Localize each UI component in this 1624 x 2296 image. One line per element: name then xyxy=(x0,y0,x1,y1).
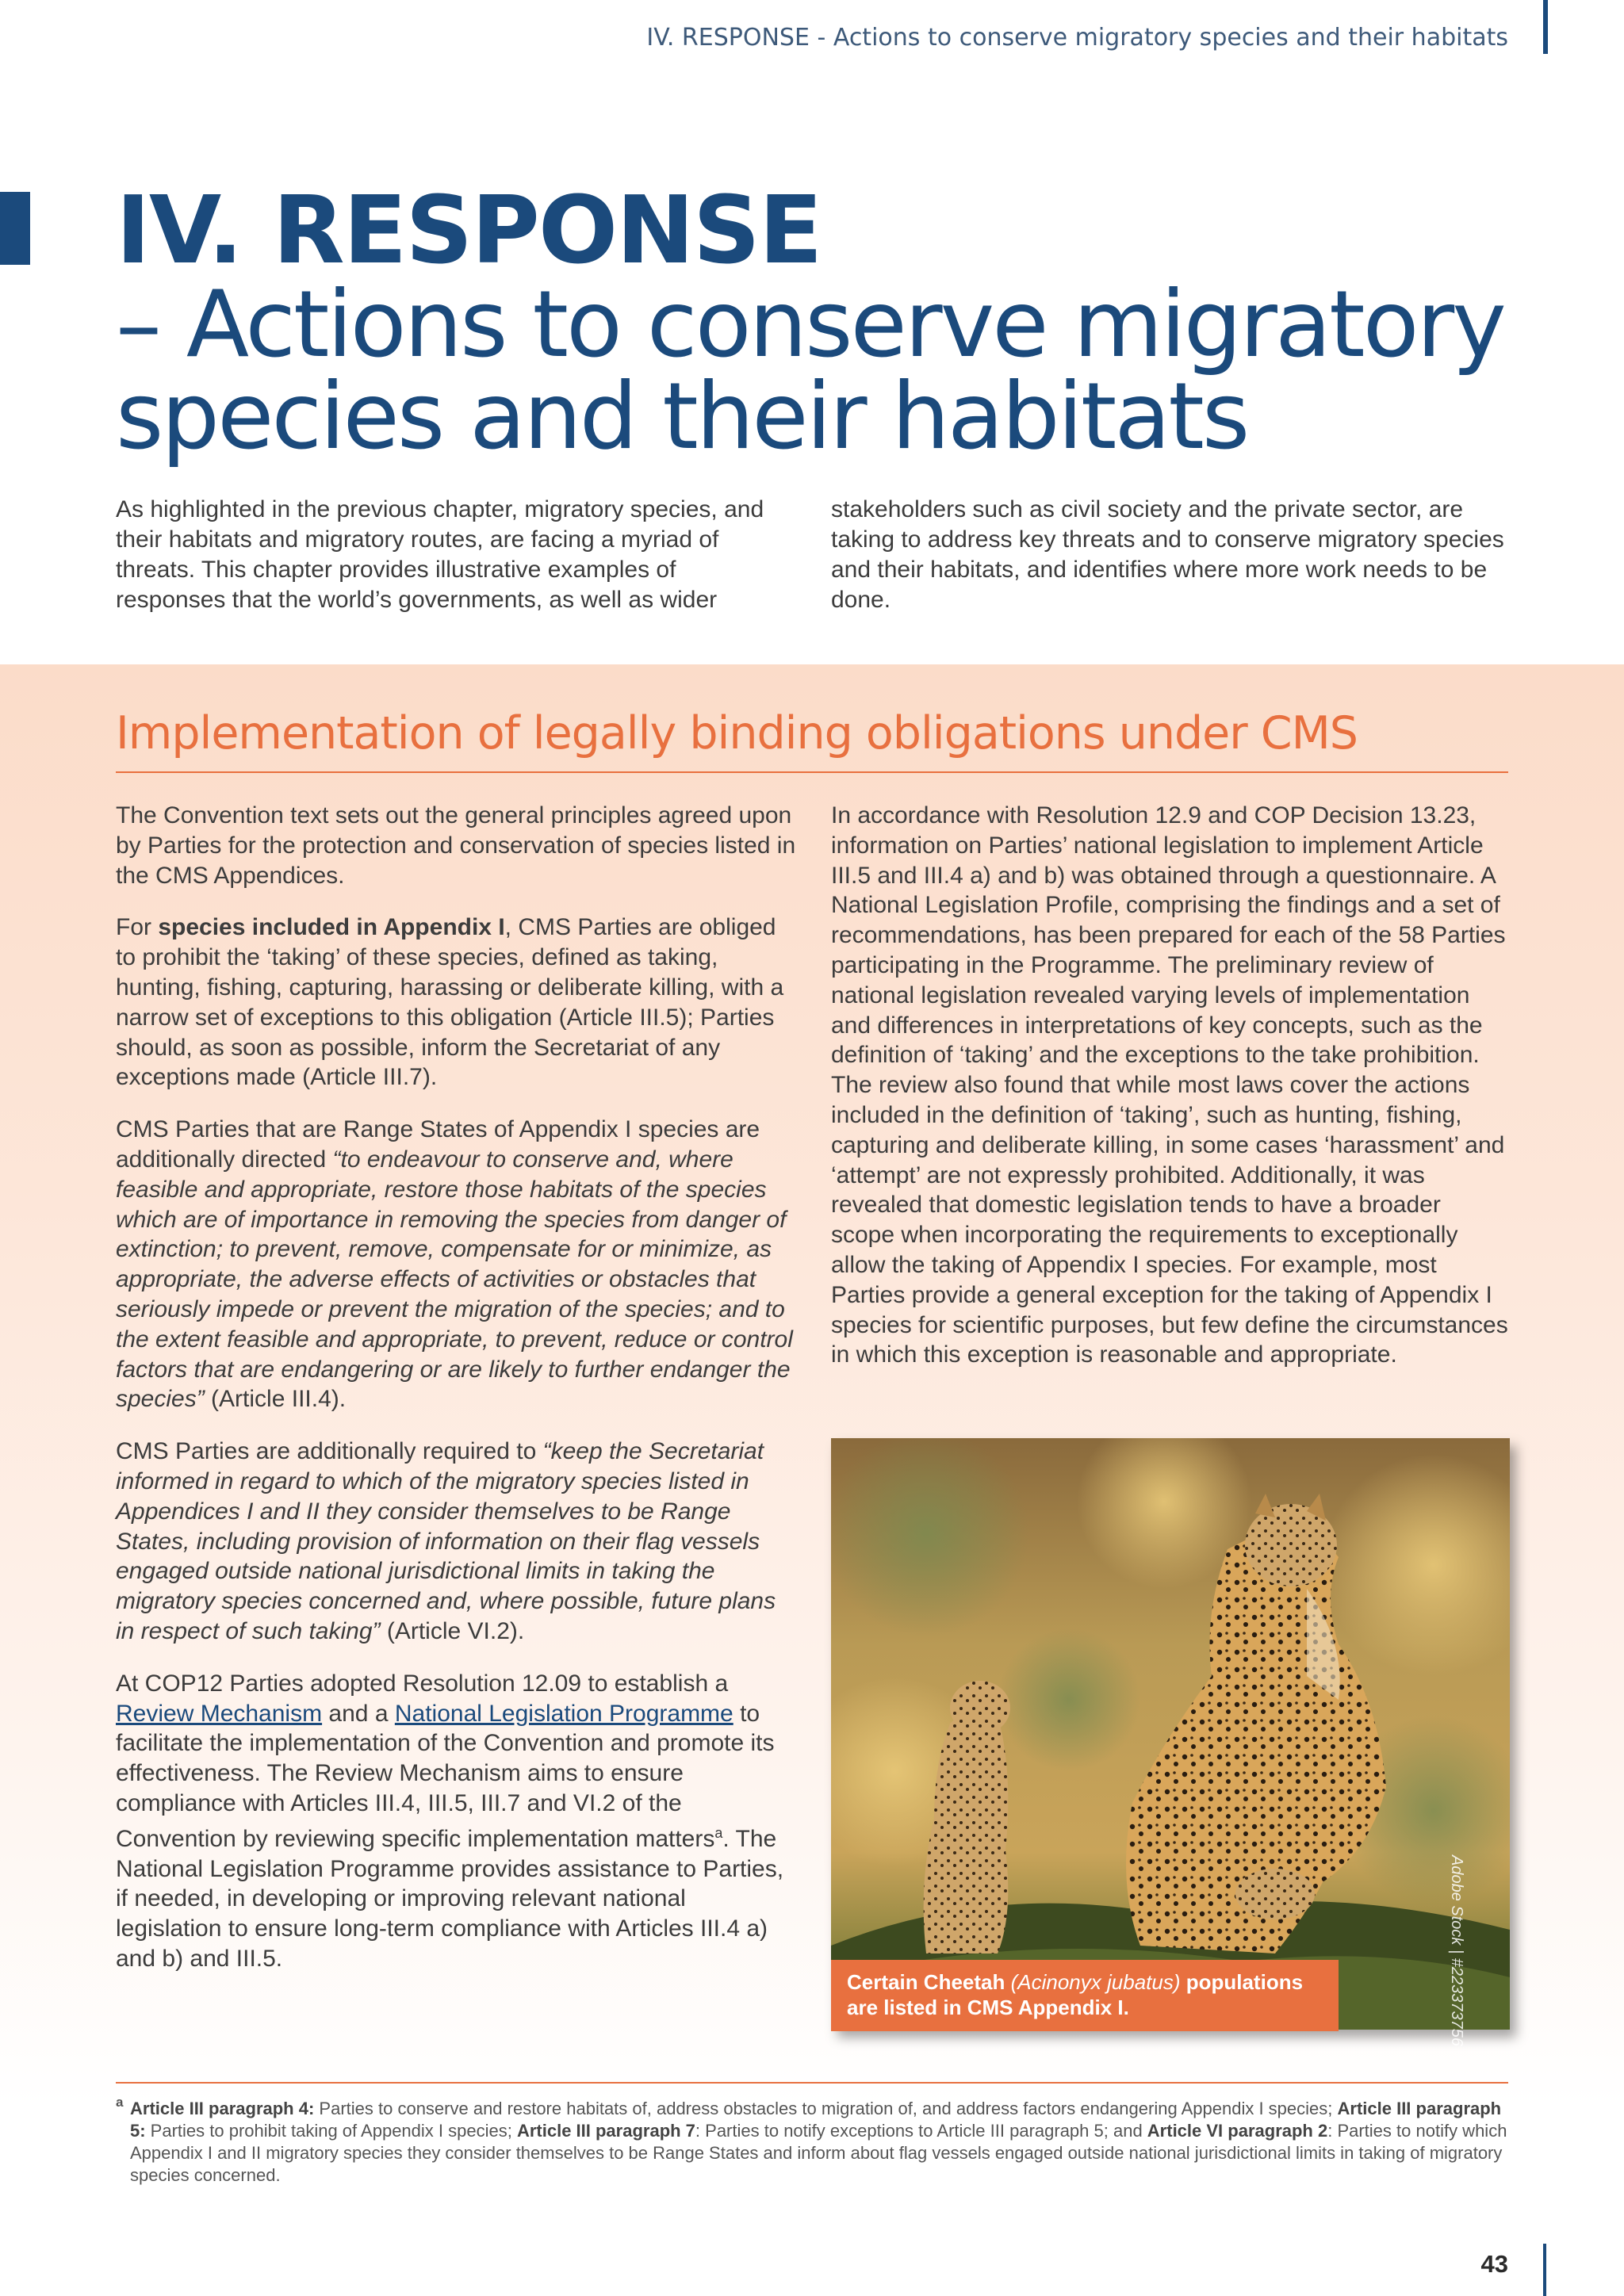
paragraph-text: , CMS Parties are obliged to prohibit the ‘taking’ of these species, defined as taking, hunting, fishing, capturing, harassing or deliberate killing, with a narrow set of exceptions to this obligation (Article III.5); Parties should, as soon as possible, inform the Secretariat of any exceptions made (Article III.7). xyxy=(116,914,784,1091)
quote-text: “keep the Secretariat informed in regard to which of the migratory species listed in Appendices I and II they consider themselves to be Range States, including provision of information on their flag vessels engaged outside national jurisdictional limits in taking the migratory species concerned and, where possible, future plans in respect of such taking” xyxy=(116,1438,776,1644)
paragraph xyxy=(116,1669,798,1974)
footnote-span: : Parties to notify which Appendix I and II migratory species they consider themselves to be Range States and inform about flag vessels engaged outside national jurisdictional limits in taking of migratory species concerned. xyxy=(130,2121,1507,2185)
chapter-title-line3: species and their habitats xyxy=(116,363,1248,470)
footnote-marker: a xyxy=(116,2095,124,2110)
paragraph xyxy=(116,801,798,890)
paragraph-text: For xyxy=(116,914,159,941)
paragraph-text: CMS Parties are additionally required to xyxy=(116,1438,543,1465)
footnote-bold: Article III paragraph 4: xyxy=(130,2099,315,2118)
page-number-rule xyxy=(1543,2244,1546,2296)
chapter-marker xyxy=(0,192,30,265)
footnote-reference: a xyxy=(714,1824,723,1841)
paragraph-text: (Article III.4). xyxy=(204,1386,347,1413)
chapter-title xyxy=(116,175,1504,470)
caption-scientific-name: (Acinonyx jubatus) xyxy=(1005,1970,1181,1994)
paragraph-text: CMS Parties that are Range States of Appendix I species are additionally directed xyxy=(116,1116,760,1173)
paragraph: In accordance with Resolution 12.9 and COP Decision 13.23, information on Parties’ national legislation to implement Article III.5 and III.4 a) and b) was obtained through a questionnaire. A National Legislation Profile, comprising the findings and a set of recommendations, has been prepared for each of the 58 Parties participating in the Programme. The preliminary review of national legislation revealed varying levels of implementation and differences in interpretations of key concepts, such as the definition of ‘taking’ and the exceptions to the take prohibition. The review also found that while most laws cover the actions included in the definition of ‘taking’, such as hunting, fishing, capturing and deliberate killing, in some cases ‘harassment’ and ‘attempt’ are not expressly prohibited. Additionally, it was revealed that domestic legislation tends to have a broader scope when incorporating the requirements to exceptionally allow the taking of Appendix I species. For example, most Parties provide a general exception for the taking of Appendix I species for scientific purposes, but few define the circumstances in which this exception is reasonable and appropriate. xyxy=(831,802,1508,1368)
page-number: 43 xyxy=(1480,2250,1508,2278)
intro-left: As highlighted in the previous chapter, migratory species, and their habitats and migratory routes, are facing a myriad of threats. This chapter provides illustrative examples of responses that the world’s governments, as well as wider xyxy=(116,496,764,613)
cheetah-image xyxy=(831,1438,1510,2030)
paragraph-text: At COP12 Parties adopted Resolution 12.09 to establish a xyxy=(116,1670,729,1697)
photo-credit: Adobe Stock | #223373756 xyxy=(1448,1855,1465,2046)
footnote-bold: Article VI paragraph 2 xyxy=(1147,2121,1328,2141)
header-rule xyxy=(1543,0,1548,54)
paragraph xyxy=(116,1115,798,1414)
cheetah-photo xyxy=(831,1438,1510,2030)
section-rule xyxy=(116,771,1508,773)
paragraph xyxy=(116,1437,798,1647)
section-title: Implementation of legally binding obligations under CMS xyxy=(116,707,1358,760)
paragraph xyxy=(116,913,798,1093)
national-legislation-programme-link[interactable]: National Legislation Programme xyxy=(394,1700,733,1727)
footnote-span: : Parties to notify exceptions to Article III paragraph 5; and xyxy=(695,2121,1147,2141)
intro-right: stakeholders such as civil society and the private sector, are taking to address key threats and to conserve migratory species and their habitats, and identifies where more work needs to be done. xyxy=(831,496,1504,613)
paragraph-text: The Convention text sets out the general principles agreed upon by Parties for the protection and conservation of species listed in the CMS Appendices. xyxy=(116,802,796,889)
caption-text: populations are listed in CMS Appendix I. xyxy=(847,1970,1304,2019)
chapter-title-line1: IV. RESPONSE xyxy=(116,175,822,285)
running-header: IV. RESPONSE - Actions to conserve migratory species and their habitats xyxy=(646,24,1508,52)
paragraph-text: . The National Legislation Programme provides assistance to Parties, if needed, in developing or improving relevant national legislation to ensure long-term compliance with Articles III.4 a) and b) and III.5. xyxy=(116,1825,784,1972)
caption-text: Certain Cheetah xyxy=(847,1970,1005,1994)
paragraph-text: and a xyxy=(322,1700,395,1727)
footnote xyxy=(116,2095,1511,2187)
emphasis-text: species included in Appendix I xyxy=(158,914,505,941)
left-column xyxy=(116,801,798,1996)
review-mechanism-link[interactable]: Review Mechanism xyxy=(116,1700,323,1727)
chapter-title-line2: – Actions to conserve migratory xyxy=(116,271,1504,378)
paragraph-text: to facilitate the implementation of the Convention and promote its effectiveness. The Review Mechanism aims to ensure compliance with Articles III.4, III.5, III.7 and VI.2 of the Convention by reviewing specific implementation matters xyxy=(116,1700,775,1852)
footnote-span: Parties to prohibit taking of Appendix I species; xyxy=(145,2121,517,2141)
paragraph-text: (Article VI.2). xyxy=(380,1617,525,1644)
footnote-bold: Article III paragraph 7 xyxy=(516,2121,695,2141)
right-column xyxy=(831,801,1510,1392)
footnote-rule xyxy=(116,2082,1508,2084)
photo-caption xyxy=(831,1960,1339,2031)
footnote-text xyxy=(116,2098,1511,2187)
footnote-span: Parties to conserve and restore habitats of, address obstacles to migration of, and address factors endangering Appendix I species; xyxy=(314,2099,1338,2118)
footnote-bold: Article III paragraph 5: xyxy=(130,2099,1502,2141)
quote-text: “to endeavour to conserve and, where feasible and appropriate, restore those habitats of the species which are of importance in removing the species from danger of extinction; to prevent, remove, compensate for or minimize, as appropriate, the adverse effects of activities or obstacles that seriously impede or prevent the migration of the species; and to the extent feasible and appropriate, to prevent, reduce or control factors that are endangering or are likely to further endanger the species” xyxy=(116,1146,793,1413)
